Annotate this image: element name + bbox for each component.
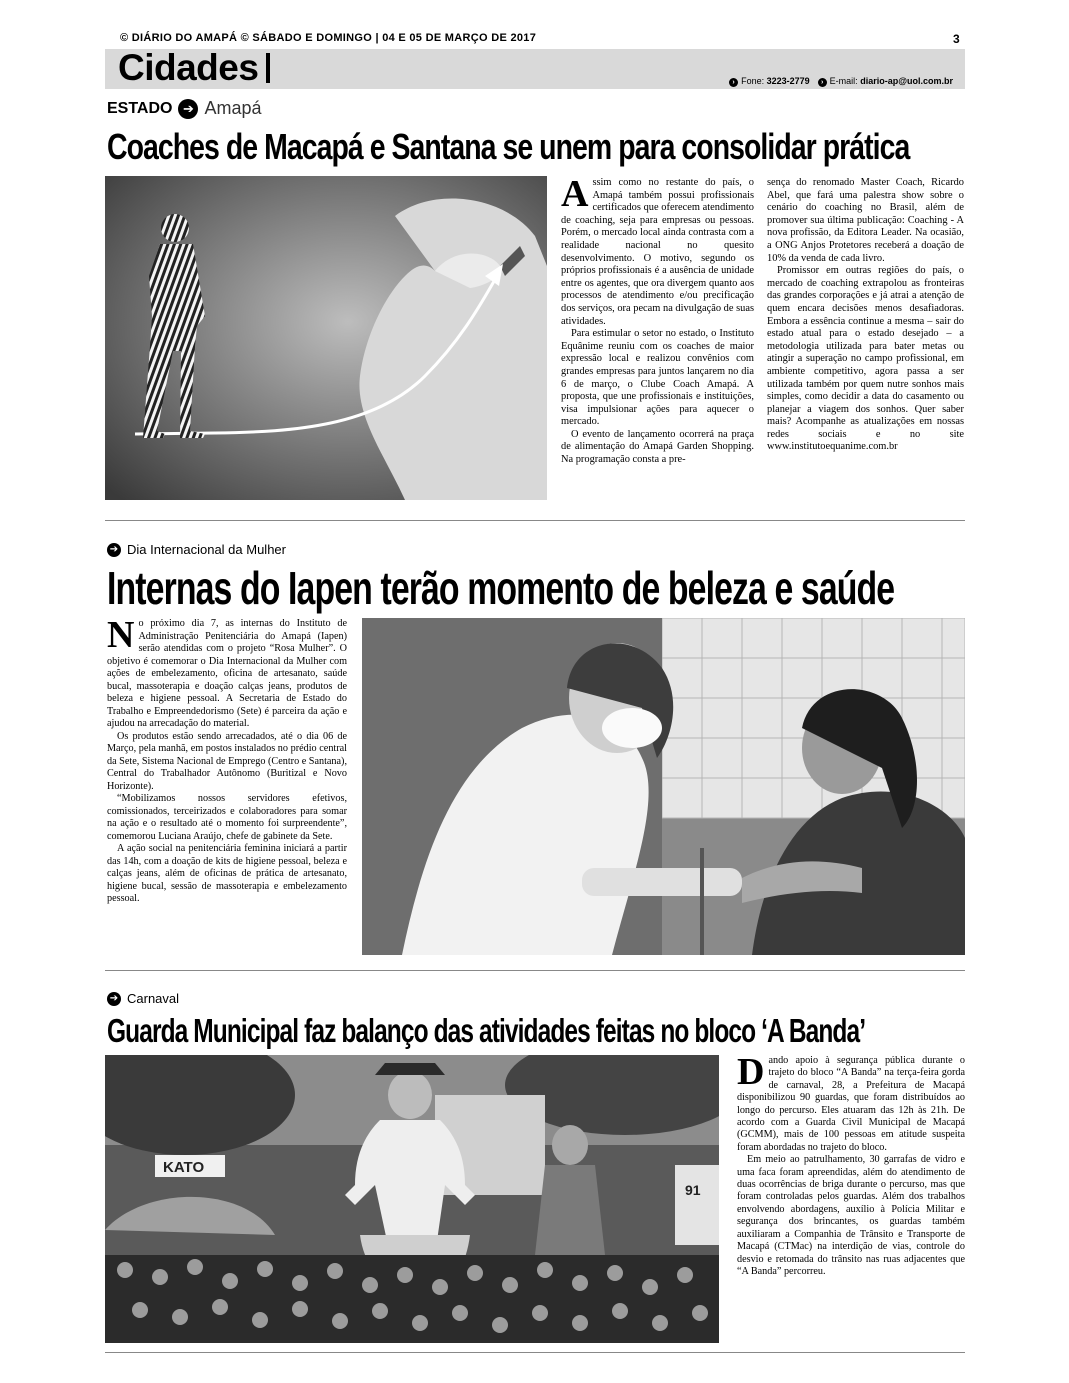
- article1-paragraph: O evento de lançamento ocorrerá na praça de alimentação do Amapá Garden Shopping. Na programação consta a pre-: [561, 428, 754, 466]
- email-block: [818, 76, 953, 87]
- arrow-icon: ➔: [107, 543, 121, 557]
- email-address: diario-ap@uol.com.br: [860, 76, 953, 86]
- article2-paragraph: A ação social na penitenciária feminina iniciará a partir das 14h, com a doação de kits de higiene pessoal, beleza e calças jeans, além de oficinas de prática de artesanato, higiene bucal, sessão de massoterapia e embelezamento pessoal.: [107, 843, 347, 904]
- page-number: 3: [953, 32, 960, 46]
- article1-column-1: [561, 177, 754, 512]
- article3-paragraph: [737, 1055, 965, 1154]
- article1-headline: Coaches de Macapá e Santana se unem para consolidar prática: [107, 126, 910, 167]
- drop-cap: D: [737, 1055, 765, 1093]
- divider-3: [105, 1352, 965, 1353]
- article1-paragraph: sença do renomado Master Coach, Ricardo Abel, que fará uma palestra show sobre o cenário do coaching no Brasil, além de promover sua última publicação: Coaching - A nova profissão, da Editora Leader. Na ocasião, a ONG Anjos Protetores receberá a doação de 10% da venda de cada livro.: [767, 177, 964, 264]
- sign-text: KATO: [163, 1159, 205, 1176]
- masthead-text: © DIÁRIO DO AMAPÁ © SÁBADO E DOMINGO | 04 E 05 DE MARÇO DE 2017: [120, 32, 537, 44]
- section-title: [118, 47, 270, 89]
- kicker-light: Amapá: [204, 98, 262, 118]
- article1-photo: [105, 176, 547, 500]
- article1-paragraph: [561, 177, 754, 328]
- paragraph-text: ssim como no restante do país, o Amapá também possui profissionais certificados que oferecem atendimento de coaching, seja para empresas ou pessoas. Porém, o mercado local ainda contrasta com a realidade nacional no quesito desenvolvimento. O motivo, segundo os próprios profissionais é a ausência de unidade entre os agentes, que ora divergem quanto aos processos de atendimento e/ou precificação dos serviços, ora pecam na divulgação de suas atividades.: [561, 177, 754, 327]
- phone-number: 3223-2779: [766, 76, 810, 86]
- article1-kicker: [107, 98, 262, 119]
- masthead-line: [120, 32, 960, 48]
- drop-cap: A: [561, 177, 589, 215]
- contact-info: [729, 76, 953, 87]
- article2-photo: [362, 618, 965, 955]
- article3-paragraph: Em meio ao patrulhamento, 30 garrafas de vidro e uma faca foram apreendidas, além do atendimento de duas ocorrências de briga durante o percurso, mas que foram controladas pelos guardas. Além dos trabalhos envolvendo abordagens, auxílio à Polícia Militar e segurança dos brincantes, os guardas também auxiliaram a Companhia de Trânsito e Transporte de Macapá (CTMac) na interdição de vias, controle do desvio e retomada do trânsito nas ruas adjacentes que “A Banda” percorreu.: [737, 1154, 965, 1277]
- divider-1: [105, 520, 965, 521]
- article2-paragraph: Os produtos estão sendo arrecadados, até o dia 06 de Março, pela manhã, em postos instalados no prédio central da Sete, Sistema Nacional de Emprego (Centro e Santana), Central do Trabalhador Autônomo (Buritizal e Novo Horizonte).: [107, 730, 347, 792]
- article3-kicker: [107, 991, 179, 1006]
- coaching-illustration: [105, 176, 547, 500]
- drop-cap: N: [107, 618, 135, 656]
- section-name: Cidades: [118, 47, 259, 88]
- kicker-text: Dia Internacional da Mulher: [127, 542, 286, 557]
- article2-kicker: [107, 542, 286, 557]
- paragraph-text: o próximo dia 7, as internas do Instituto de Administração Penitenciária do Amapá (Iapen) serão atendidas com o projeto “Rosa Mulher”. O objetivo é comemorar o Dia Internacional da Mulher com ações de embelezamento, oficina de artesanato, saúde bucal, massoterapia e doação calças jeans, produtos de beleza e higiene pessoal. A Secretaria de Estado do Trabalho e Empreendedorismo (Sete) é parceira da ação e ajudou na arrecadação do material.: [107, 618, 347, 729]
- email-icon: ›: [818, 78, 827, 87]
- section-divider: [266, 53, 270, 83]
- article3-headline: Guarda Municipal faz balanço das atividades feitas no bloco ‘A Banda’: [107, 1012, 866, 1049]
- article2-paragraph: “Mobilizamos nossos servidores efetivos, comissionados, terceirizados e colaboradores para somar na ação e o resultado até o momento foi surpreendente”, comemorou Luciana Araújo, chefe de gabinete da Sete.: [107, 793, 347, 842]
- carnival-crowd-photo: [105, 1055, 719, 1343]
- blood-test-photo: [362, 618, 965, 955]
- article1-paragraph: Promissor em outras regiões do país, o mercado de coaching extrapolou as fronteiras das grandes corporações e já atrai a atenção de quem encara decisões menos desafiadoras. Embora a essência continue a mesma – sair do estado atual para o estado desejado – a metodologia utilizada para bater metas ou atingir a superação no campo profissional, em ambiente competitivo, agora passa a ser utilizada também por quem nutre sonhos mais simples, como decidir a data do casamento ou planejar a viagem dos sonhos. Quer saber mais? Acompanhe as atualizações em nossas redes sociais e no site www.institutoequanime.com.br: [767, 265, 964, 453]
- article2-column: [107, 618, 347, 963]
- phone-icon: ›: [729, 78, 738, 87]
- kicker-text: Carnaval: [127, 991, 180, 1006]
- divider-2: [105, 970, 965, 971]
- phone-label: Fone:: [741, 76, 765, 86]
- article3-photo: [105, 1055, 719, 1343]
- phone-block: [729, 76, 810, 87]
- article1-column-2: [767, 177, 964, 512]
- arrow-icon: ➔: [178, 99, 198, 119]
- truck-number: 91: [685, 1182, 701, 1198]
- email-label: E-mail:: [829, 76, 858, 86]
- paragraph-text: ando apoio à segurança pública durante o trajeto do bloco “A Banda” na terça-feira gorda de carnaval, 28, a Prefeitura de Macapá disponibilizou 90 guardas, que foram distribuídos ao longo do percurso. Eles atuaram das 12h às 21h. De acordo com a Guarda Civil Municipal de Macapá (GCMM), mais de 100 pessoas em atitude suspeita foram abordadas no trajeto do bloco.: [737, 1055, 965, 1153]
- arrow-icon: ➔: [107, 992, 121, 1006]
- article2-headline: Internas do Iapen terão momento de beleza e saúde: [107, 562, 895, 614]
- article1-paragraph: Para estimular o setor no estado, o Instituto Equânime reuniu com os coaches de maior expressão local e realizou convênios com grandes empresas para juntos lançarem no dia 6 de março, o Clube Coach Amapá. A proposta, que une profissionais e instituições, visa impulsionar ações para aquecer o mercado.: [561, 328, 754, 428]
- article2-paragraph: [107, 618, 347, 731]
- kicker-bold: ESTADO: [107, 99, 173, 117]
- article3-column: [737, 1055, 965, 1347]
